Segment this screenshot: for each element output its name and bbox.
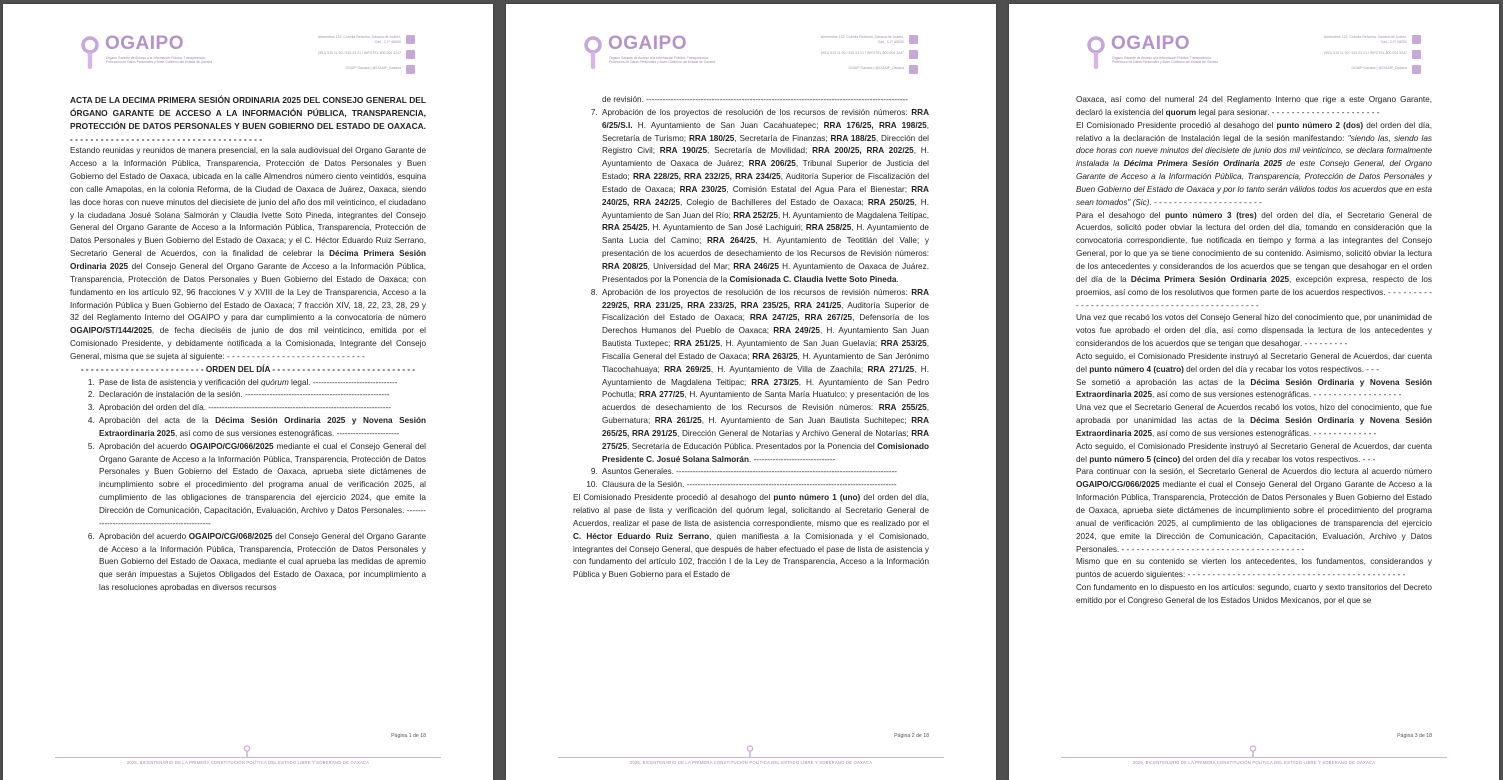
instagram-icon <box>909 65 918 74</box>
contact-block <box>305 35 415 75</box>
body-paragraph: Con fundamento en lo dispuesto en los artículos: segundo, cuarto y sexto transitorios del Decreto emitido por el Congreso General de los Estados Unidos Mexicanos, por el que se <box>1076 583 1432 605</box>
contact-block <box>808 35 918 75</box>
social-text: OGAIP Oaxaca | @OGAIP_Oaxaca <box>848 66 904 70</box>
logo-subtitle: Órgano Garante de Acceso a la Información Pública, Transparencia, Protección de Datos Personales y Buen Gobierno del Estado de Oaxaca <box>106 56 213 65</box>
footer-divider <box>1061 757 1447 758</box>
phone-icon <box>1412 50 1421 59</box>
location-icon <box>1412 35 1421 44</box>
list-item: 9. Asuntos Generales. --------------------------------------------------------------------------------- <box>600 466 929 479</box>
body-paragraph: El Comisionado Presidente procedió al desahogo del punto número 2 (dos) del orden del día, relativo a la declaración de Instalación legal de la sesión manifestando: "siendo las, siendo las doce horas con nueve minutos del diecisiete de junio dos mil veinticinco, se declara formalmente instalada la Décima Primera Sesión Ordinaria 2025 de este Consejo General, del Organo Garante de Acceso a la Información Pública, Transparencia, Protección de Datos Personales y Buen Gobierno del Estado de Oaxaca y por lo tanto serán válidos todos los acuerdos que en esta sean tomados" (Sic). - - - - - - - - - - - - - - - - - - - - - - <box>1076 120 1432 207</box>
document-page-3 <box>1009 4 1499 780</box>
body-paragraph: Mismo que en su contenido se vierten los antecedentes, los fundamentos, considerandos y puntos de acuerdo siguientes: - - - - - - - - - - - - - - - - - - - - - - - - - - - - - - - - - - - - - - - - - - - - <box>1076 557 1432 580</box>
contact-block <box>1311 35 1421 75</box>
list-item: 4. Aprobación del acta de la Décima Sesión Ordinaria 2025 y Novena Sesión Extraordinaria 2025, así como de sus versiones estenográficas. ----------------------- <box>97 415 426 441</box>
body-paragraph: Para el desahogo del punto número 3 (tres) del orden del día, el Secretario General de Acuerdos, solicitó poder obviar la lectura del orden del día, tomando en consideración que la convocatoria correspondiente, fue notificada en tiempo y forma a las integrantes del Consejo General, por lo que ya se tiene conocimiento de su contenido. Asimismo, solicitó obviar la lectura de los antecedentes y considerandos de los acuerdos que se tengan que desahogar en el orden del día de la Décima Primera Sesión Ordinaria 2025, excepción expresa, respecto de los proemios, así como de los resolutivos que formen parte de los acuerdos respectivos. - - - - - - - - - - - - - - - - - - - - - - - - - - - - - - - - - - - - - - - - - - - - - - <box>1076 210 1432 310</box>
page-number: Página 1 de 18 <box>391 733 426 739</box>
body-paragraph: El Comisionado Presidente procedió al desahogo del punto número 1 (uno) del orden del día, relativo al pase de lista y verificación del quórum legal, solicitando al Secretario General de Acuerdos, realizar el pase de lista de asistencia correspondiente, mismo que es realizado por el C. Héctor Eduardo Ruiz Serrano, quien manifiesta a la Comisionada y el Comisionado, integrantes del Consejo General, que después de haber efectuado el pase de lista de asistencia y con fundamento del artículo 102, fracción I de la Ley de Transparencia, Acceso a la Información Pública y Buen Gobierno para el Estado de <box>573 493 929 580</box>
body-paragraph: Se sometió a aprobación las actas de la Décima Sesión Ordinaria y Novena Sesión Extraordinaria 2025, así como de sus versiones estenográficas. - - - - - - - - - - - - - - - - - - <box>1076 377 1432 400</box>
location-icon <box>909 35 918 44</box>
page-body <box>70 94 426 699</box>
continuation-line: de revisión. ------------------------------------------------------------------------------------------------ <box>602 95 908 104</box>
logo-subtitle: Órgano Garante de Acceso a la Información Pública, Transparencia, Protección de Datos Personales y Buen Gobierno del Estado de Oaxaca <box>609 56 716 65</box>
footer-divider <box>558 757 944 758</box>
intro-paragraph: Estando reunidas y reunidos de manera presencial, en la sala audiovisual del Organo Garante de Acceso a la Información Pública, Transparencia, Protección de Datos Personales y Buen Gobierno del Estado de Oaxaca, ubicada en la calle Almendros número ciento veintidós, esquina con calle Amapolas, en la colonia Reforma, de la Ciudad de Oaxaca de Juárez, Oaxaca, siendo las doce horas con nueve minutos del diecisiete de junio del año dos mil veinticinco, el ciudadano y la ciudadana Josué Solana Salmorán y Claudia Ivette Soto Pineda, integrantes del Consejo General del Organo Garante de Acceso a la Información Pública, Transparencia, Protección de Datos Personales y Buen Gobierno del Estado de Oaxaca; y el C. Héctor Eduardo Ruiz Serrano, Secretario General de Acuerdos, con la finalidad de celebrar la Décima Primera Sesión Ordinaria 2025 del Consejo General del Organo Garante de Acceso a la Información Pública, Transparencia, Protección de Datos Personales y Buen Gobierno del Estado de Oaxaca; con fundamento en los artículo 92, 96 fracciones V y XVIII de la Ley de Transparencia, Acceso a la Información Pública y Buen Gobierno del Estado de Oaxaca; 7 fracción XIV, 18, 22, 23, 28, 29 y 32 del Reglamento Interno del OGAIPO y para dar cumplimiento a la convocatoria de número OGAIPO/ST/144/2025, de fecha dieciséis de junio de dos mil veinticinco, emitida por el Comisionado Presidente, y debidamente notificada a la Comisionada, Integrante del Consejo General, misma que se sujeta al siguiente: - - - - - - - - - - - - - - - - - - - - - - - - - - - - <box>70 146 426 361</box>
logo-text: OGAIPO <box>1111 33 1191 54</box>
document-page-1 <box>3 4 493 780</box>
list-item: 2. Declaración de instalación de la sesión. ----------------------------------------------------- <box>97 389 426 402</box>
page-number: Página 2 de 18 <box>894 733 929 739</box>
list-item: 3. Aprobación del orden del día. ------------------------------------------------------------------- <box>97 402 426 415</box>
page-header <box>584 32 918 77</box>
ogaipo-logo-pin-icon <box>1087 36 1105 70</box>
body-paragraph: Una vez que el Secretario General de Acuerdos recabó los votos, hizo del conocimiento, que fue aprobada por unanimidad las actas de la Décima Sesión Ordinaria y Novena Sesión Extraordinaria 2025, así como de sus versiones estenográficas. - - - - - - - - - - - - - <box>1076 403 1432 438</box>
body-paragraph: Oaxaca, así como del numeral 24 del Reglamento Interno que rige a este Organo Garante, declaró la existencia del quorum legal para sesionar. - - - - - - - - - - - - - - - - - - - - - - <box>1076 95 1432 117</box>
page-number: Página 3 de 18 <box>1397 733 1432 739</box>
social-text: OGAIP Oaxaca | @OGAIP_Oaxaca <box>345 66 401 70</box>
document-page-2 <box>506 4 996 780</box>
orden-del-dia-heading: - - - - - - - - - - - - - - - - - - - - - - - - - ORDEN DEL DÍA - - - - - - - - - - - - - - - - - - - - - - - - - - - - - <box>80 364 416 374</box>
list-item: 8. Aprobación de los proyectos de resolución de los recursos de revisión números: RRA 229/25, RRA 231/25, RRA 233/25, RRA 235/25, RRA 241/25, Auditoría Superior de Fiscalización del Estado de Oaxaca; RRA 247/25, RRA 267/25, Defensoría de los Derechos Humanos del Pueblo de Oaxaca; RRA 249/25, H. Ayuntamiento San Juan Bautista Tuxtepec; RRA 251/25, H. Ayuntamiento de San Juan Guelavía; RRA 253/25, Fiscalía General del Estado de Oaxaca; RRA 263/25, H. Ayuntamiento de San Jerónimo Tlacochahuaya; RRA 269/25, H. Ayuntamiento de Villa de Zaachila; RRA 271/25, H. Ayuntamiento de Magdalena Teitipac; RRA 273/25, H. Ayuntamiento de San Pedro Pochutla; RRA 277/25, H. Ayuntamiento de Santa María Huatulco; y presentación de los acuerdos de desechamiento de los Recursos de Revisión números: RRA 255/25, Gubernatura; RRA 261/25, H. Ayuntamiento de San Juan Bautista Suchitepec; RRA 265/25, RRA 291/25, Dirección General de Notarías y Archivo General de Notarías; RRA 275/25, Secretaría de Educación Pública. Presentados por la Ponencia del Comisionado Presidente C. Josué Solana Salmorán. ------------------------------ <box>600 287 929 467</box>
location-icon <box>406 35 415 44</box>
list-item: 10. Clausura de la Sesión. ----------------------------------------------------------------------------- <box>600 479 929 492</box>
phone-text: (951) 515 11 90 / 515 23 21 / INFOTEL 800 004 3247 <box>821 51 904 55</box>
ogaipo-logo-pin-icon <box>584 36 602 70</box>
phone-icon <box>406 50 415 59</box>
list-item: 1. Pase de lista de asistencia y verificación del quórum legal. ------------------------------- <box>97 377 426 390</box>
page-header <box>1087 32 1421 77</box>
phone-text: (951) 515 11 90 / 515 23 21 / INFOTEL 800 004 3247 <box>1324 51 1407 55</box>
footer-pin-icon <box>1249 745 1257 757</box>
address-text: Almendros 122, Colonia Reforma, Oaxaca de Juárez, Oax., C.P. 68050 <box>317 35 401 44</box>
body-paragraph: Una vez que recabó los votos del Consejo General hizo del conocimiento que, por unanimidad de votos fue aprobado el orden del día, así como dispensada la lectura de los antecedentes y considerandos de los acuerdos que se tengan que desahogar. - - - - - - - - - <box>1076 313 1432 349</box>
address-text: Almendros 122, Colonia Reforma, Oaxaca de Juárez, Oax., C.P. 68050 <box>820 35 904 44</box>
phone-icon <box>909 50 918 59</box>
social-text: OGAIP Oaxaca | @OGAIP_Oaxaca <box>1351 66 1407 70</box>
instagram-icon <box>1412 65 1421 74</box>
ogaipo-logo-pin-icon <box>81 36 99 70</box>
page-body <box>573 94 929 699</box>
page-header <box>81 32 415 77</box>
body-paragraph: Acto seguido, el Comisionado Presidente instruyó al Secretario General de Acuerdos, dar cuenta del punto número 4 (cuatro) del orden del día y recabar los votos respectivos. - - - <box>1076 351 1432 374</box>
list-item: 6. Aprobación del acuerdo OGAIPO/CG/068/2025 del Consejo General del Organo Garante de Acceso a la Información Pública, Transparencia, Protección de Datos Personales y Buen Gobierno del Estado de Oaxaca, mediante el cual aprueba las medidas de apremio que serán impuestas a Sujetos Obligados del Estado de Oaxaca, por incumplimiento a las resoluciones aprobadas en diversos recursos <box>97 531 426 595</box>
footer-text: 2025, BICENTENARIO DE LA PRIMERA CONSTITUCIÓN POLÍTICA DEL ESTADO LIBRE Y SOBERANO DE OAXACA <box>1132 760 1376 765</box>
logo-subtitle: Órgano Garante de Acceso a la Información Pública, Transparencia, Protección de Datos Personales y Buen Gobierno del Estado de Oaxaca <box>1112 56 1219 65</box>
body-paragraph: Acto seguido, el Comisionado Presidente instruyó al Secretario General de Acuerdos, dar cuenta del punto número 5 (cinco) del orden del día y recabar los votos respectivos. - - - <box>1076 441 1432 464</box>
logo-text: OGAIPO <box>608 33 688 54</box>
instagram-icon <box>406 65 415 74</box>
address-text: Almendros 122, Colonia Reforma, Oaxaca de Juárez, Oax., C.P. 68050 <box>1323 35 1407 44</box>
footer-text: 2025, BICENTENARIO DE LA PRIMERA CONSTITUCIÓN POLÍTICA DEL ESTADO LIBRE Y SOBERANO DE OAXACA <box>629 760 873 765</box>
document-title: ACTA DE LA DECIMA PRIMERA SESIÓN ORDINARIA 2025 DEL CONSEJO GENERAL DEL ÓRGANO GARANTE DE ACCESO A LA INFORMACIÓN PÚBLICA, TRANSPARENCIA, PROTECCIÓN DE DATOS PERSONALES Y BUEN GOBIERNO DEL ESTADO DE OAXACA. - - - - - - - - - - - - - - - - - - - - - - - - - - - - - - - - - - - - - - <box>70 95 426 144</box>
logo-text: OGAIPO <box>105 33 185 54</box>
page-body <box>1076 94 1432 699</box>
body-paragraph: Para continuar con la sesión, el Secretario General de Acuerdos dio lectura al acuerdo número OGAIPO/CG/066/2025 mediante el cual el Consejo General del Organo Garante de Acceso a la Información Pública, Transparencia, Protección de Datos Personales y Buen Gobierno del Estado de Oaxaca, aprueba siete dictámenes de incumplimiento sobre el procedimiento del programa anual de verificación 2025, al cumplimiento de las obligaciones de transparencia del ejercicio 2024, que emite la Dirección de Comunicación, Capacitación, Evaluación, Archivo y Datos Personales. - - - - - - - - - - - - - - - - - - - - - - - - - - - - - - - - - - - - - <box>1076 467 1432 554</box>
list-item: 7. Aprobación de los proyectos de resolución de los recursos de revisión números: RRA 6/25/S.I. H. Ayuntamiento de San Juan Cacahuatepec; RRA 176/25, RRA 198/25, Secretaría de Turismo; RRA 180/25, Secretaría de Finanzas; RRA 188/25, Dirección del Registro Civil; RRA 190/25, Secretaría de Movilidad; RRA 200/25, RRA 202/25, H. Ayuntamiento de Oaxaca de Juárez; RRA 206/25, Tribunal Superior de Justicia del Estado; RRA 228/25, RRA 232/25, RRA 234/25, Auditoría Superior de Fiscalización del Estado de Oaxaca; RRA 230/25, Comisión Estatal del Agua Para el Bienestar; RRA 240/25, RRA 242/25, Colegio de Bachilleres del Estado de Oaxaca; RRA 250/25, H. Ayuntamiento de San Juan del Río; RRA 252/25, H. Ayuntamiento de Magdalena Teitipac, RRA 254/25, H. Ayuntamiento de San José Lachiguiri; RRA 258/25, H. Ayuntamiento de Santa Lucia del Camino; RRA 264/25, H. Ayuntamiento de Teotitlán del Valle; y presentación de los acuerdos de desechamiento de los Recursos de Revisión números: RRA 208/25, Universidad del Mar; RRA 246/25 H. Ayuntamiento de Oaxaca de Juárez. Presentados por la Ponencia de la Comisionada C. Claudia Ivette Soto Pineda. <box>600 107 929 287</box>
footer-pin-icon <box>746 745 754 757</box>
footer-divider <box>55 757 441 758</box>
agenda-list <box>70 377 426 595</box>
footer-text: 2025, BICENTENARIO DE LA PRIMERA CONSTITUCIÓN POLÍTICA DEL ESTADO LIBRE Y SOBERANO DE OAXACA <box>126 760 370 765</box>
list-item: 5. Aprobación del acuerdo OGAIPO/CG/066/2025 mediante el cual el Consejo General del Órgano Garante de Acceso a la Información Pública, Transparencia, Protección de Datos Personales y Buen Gobierno del Estado de Oaxaca, aprueba siete dictámenes de incumplimiento sobre el procedimiento del programa anual de verificación 2025, al cumplimiento de las obligaciones de transparencia del ejercicio 2024, que emite la Dirección de Comunicación, Capacitación, Evaluación, Archivo y Datos Personales. ------------------------------------------------ <box>97 441 426 531</box>
agenda-list <box>573 107 929 492</box>
footer-pin-icon <box>243 745 251 757</box>
phone-text: (951) 515 11 90 / 515 23 21 / INFOTEL 800 004 3247 <box>318 51 401 55</box>
